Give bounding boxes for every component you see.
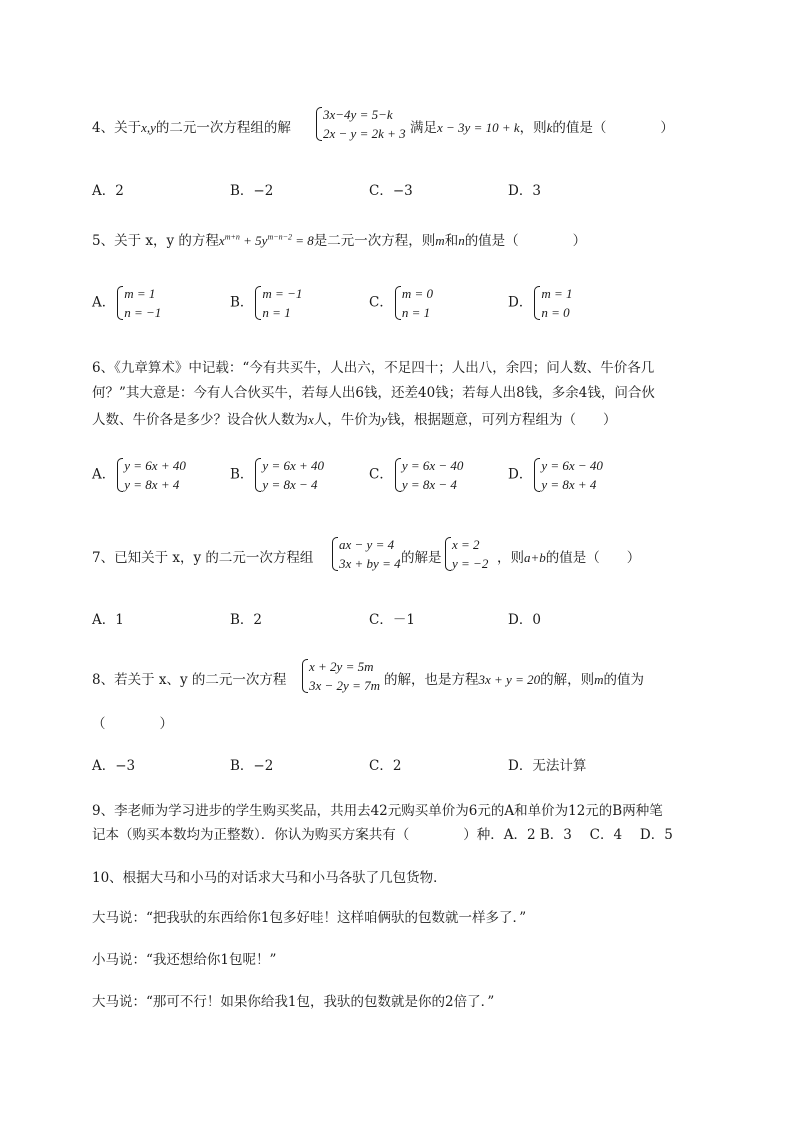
q6-line3c: 钱，根据题意，可列方程组为（ ） xyxy=(387,412,617,428)
q8-tail-a: 的解，则 xyxy=(540,672,595,688)
q7-tail-b: 的值是（ ） xyxy=(545,550,641,566)
q5-n: n xyxy=(458,233,465,248)
q8-answer-paren: （ ） xyxy=(92,716,173,732)
q6-y: y xyxy=(381,412,388,427)
q5-option-d-label: D． xyxy=(508,294,533,311)
q7-option-d: D．0 xyxy=(508,612,541,628)
q4-tail-b: 的值是（ ） xyxy=(552,120,674,136)
question-4-tail xyxy=(410,116,674,136)
q7-sol1: x = 2 xyxy=(452,537,480,552)
q5-option-d-line1: m = 1 xyxy=(541,286,573,301)
q5-option-a-line2: n = −1 xyxy=(124,305,162,320)
q10-line1: 10、根据大马和小马的对话求大马和小马各驮了几包货物． xyxy=(92,870,447,886)
q4-mid: 的二元一次方程组的解 xyxy=(155,120,291,136)
q4-eq2: 2x − y = 2k + 3 xyxy=(323,126,406,141)
q4-prefix: 4、关于 xyxy=(92,120,142,136)
q6-option-a-system xyxy=(115,456,186,494)
q8-system xyxy=(300,657,380,695)
q10-line2: 大马说：“把我驮的东西给你1包多好哇！这样咱俩驮的包数就一样多了．” xyxy=(92,910,527,926)
q4-tail-a: ，则 xyxy=(519,120,547,136)
q4-system xyxy=(314,105,406,143)
q6-line1: 6、《九章算术》中记载：“今有共买牛，人出六，不足四十；人出八，余四；问人数、牛价各几 xyxy=(92,360,655,376)
q7-tail-a: ，则 xyxy=(497,550,524,566)
q8-mid: 的解，也是方程 xyxy=(384,672,479,688)
q5-option-c-label: C． xyxy=(369,294,393,311)
q5-mid: 是二元一次方程，则 xyxy=(313,233,436,249)
q8-option-d: D．无法计算 xyxy=(508,758,587,774)
q6-x: x xyxy=(308,412,314,427)
q5-option-a xyxy=(92,284,161,322)
q6-line3b: 人，牛价为 xyxy=(313,412,382,428)
q10-line3: 小马说：“我还想给你1包呢！” xyxy=(92,952,277,968)
q8-prefix: 8、若关于 x、y 的二元一次方程 xyxy=(92,672,287,688)
q6-option-a-line1: y = 6x + 40 xyxy=(124,458,186,473)
q7-mid: 的解是 xyxy=(401,550,442,566)
q5-option-c xyxy=(369,284,433,322)
q5-option-c-line1: m = 0 xyxy=(401,286,434,301)
q7-solution xyxy=(443,535,488,573)
q5-option-d xyxy=(508,284,573,322)
q7-eq2: 3x + by = 4 xyxy=(339,556,401,571)
q6-option-c-line1: y = 6x − 40 xyxy=(401,458,464,473)
q6-option-d-system xyxy=(532,456,603,494)
q8-m: m xyxy=(594,672,604,687)
q5-option-a-line1: m = 1 xyxy=(124,286,156,301)
q5-option-a-system xyxy=(115,284,161,322)
q8-tail xyxy=(384,668,644,688)
q6-option-b-label: B． xyxy=(230,466,254,483)
q6-option-d-line1: y = 6x − 40 xyxy=(541,458,603,473)
q9-line1: 9、李老师为学习进步的学生购买奖品，共用去42元购买单价为6元的A和单价为12元的B两种笔 xyxy=(92,803,663,819)
q6-option-c-system xyxy=(393,456,464,494)
q7-option-c: C．－1 xyxy=(369,612,415,628)
q6-option-c xyxy=(369,456,463,494)
q7-system xyxy=(330,535,401,573)
q6-option-b-system xyxy=(253,456,324,494)
q4-condition: x − 3y = 10 + k xyxy=(437,120,520,135)
q7-ab: a+b xyxy=(524,550,546,565)
q7-option-a: A．1 xyxy=(92,612,124,628)
q6-option-a-line2: y = 8x + 4 xyxy=(124,477,180,492)
q8-option-c: C．2 xyxy=(369,758,402,774)
q7-option-b: B．2 xyxy=(230,612,263,628)
q5-m: m xyxy=(435,233,445,248)
q8-eq2: 3x − 2y = 7m xyxy=(309,678,380,693)
q6-option-b-line1: y = 6x + 40 xyxy=(262,458,325,473)
q4-option-a: A．2 xyxy=(92,183,124,199)
q4-satisfy: 满足 xyxy=(410,120,437,136)
q5-option-c-line2: n = 1 xyxy=(401,305,431,320)
q6-option-d xyxy=(508,456,603,494)
q7-sol2: y = −2 xyxy=(452,556,489,571)
q6-option-c-line2: y = 8x − 4 xyxy=(401,477,457,492)
q5-option-d-line2: n = 0 xyxy=(541,305,570,320)
q5-tail: 的值是（ ） xyxy=(464,233,587,249)
q5-eq-exp2: m−n−2 xyxy=(267,232,293,242)
q6-line3 xyxy=(92,408,617,428)
q9-line2: 记本（购买本数均为正整数）．你认为购买方案共有（ ）种．A．2 B．3 C．4 D．5 xyxy=(92,827,673,843)
q5-and: 和 xyxy=(444,233,459,249)
q4-k: k xyxy=(546,120,553,135)
q4-option-c: C．−3 xyxy=(369,183,413,199)
q6-option-c-label: C． xyxy=(369,466,393,483)
q4-option-d: D．3 xyxy=(508,183,541,199)
question-5-stem xyxy=(92,229,586,249)
q5-eq-end: = 8 xyxy=(292,233,314,248)
q6-option-d-line2: y = 8x + 4 xyxy=(541,477,597,492)
q8-condition: 3x + y = 20 xyxy=(478,672,541,687)
q5-option-b-system xyxy=(253,284,302,322)
q6-option-d-label: D． xyxy=(508,466,533,483)
q7-prefix: 7、已知关于 x，y 的二元一次方程组 xyxy=(92,550,314,566)
q5-option-d-system xyxy=(532,284,572,322)
q5-eq-exp1: m+n xyxy=(224,232,240,242)
q4-vars: x,y xyxy=(141,120,156,135)
q6-option-b-line2: y = 8x − 4 xyxy=(262,477,318,492)
q7-eq1: ax − y = 4 xyxy=(339,537,395,552)
q5-eq-x: x xyxy=(218,233,225,248)
q6-option-a xyxy=(92,456,186,494)
question-4-stem xyxy=(92,116,291,136)
q8-option-a: A．−3 xyxy=(92,758,136,774)
q10-line4: 大马说：“那可不行！如果你给我1包，我驮的包数就是你的2倍了．” xyxy=(92,994,495,1010)
q4-option-b: B．−2 xyxy=(230,183,274,199)
q5-option-b-line2: n = 1 xyxy=(262,305,291,320)
q6-option-a-label: A． xyxy=(92,466,116,483)
q5-eq-mid: + 5y xyxy=(239,233,268,248)
q4-eq1: 3x−4y = 5−k xyxy=(323,107,393,122)
q6-line3a: 人数、牛价各是多少？设合伙人数为 xyxy=(92,412,308,428)
q5-option-b-line1: m = −1 xyxy=(262,286,303,301)
q5-option-a-label: A． xyxy=(92,294,116,311)
q6-option-b xyxy=(230,456,324,494)
q5-equation xyxy=(219,233,314,248)
q5-option-b-label: B． xyxy=(230,294,254,311)
q7-tail xyxy=(497,546,640,566)
q8-eq1: x + 2y = 5m xyxy=(309,659,374,674)
q5-prefix: 5、关于 x，y 的方程 xyxy=(92,233,219,249)
q5-option-c-system xyxy=(393,284,433,322)
q5-option-b xyxy=(230,284,302,322)
q8-option-b: B．−2 xyxy=(230,758,274,774)
q6-line2: 何？”其大意是：今有人合伙买牛，若每人出6钱，还差40钱；若每人出8钱，多余4钱，问合伙 xyxy=(92,385,655,401)
q8-tail-b: 的值为 xyxy=(603,672,644,688)
